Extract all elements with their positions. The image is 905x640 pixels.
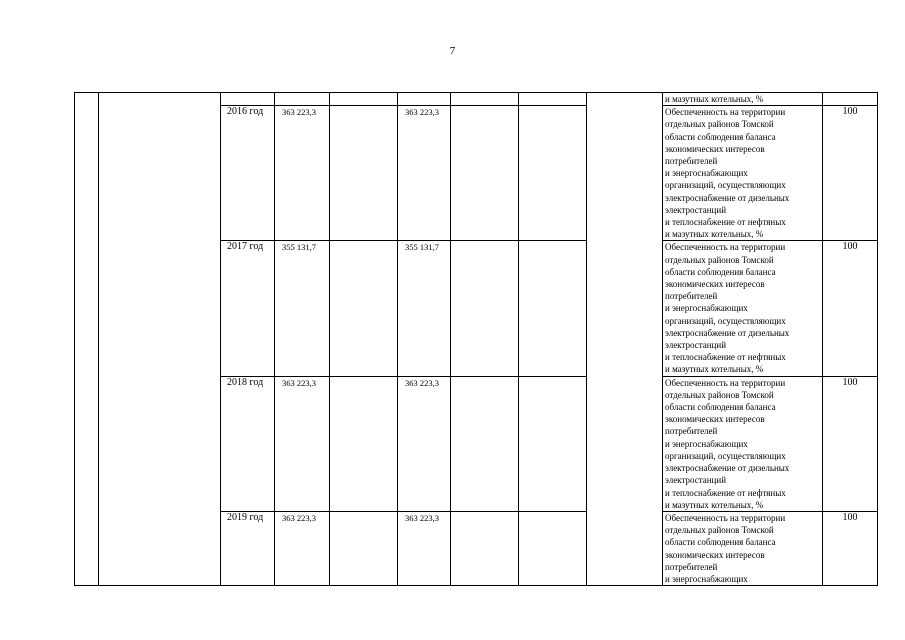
cell-empty <box>221 93 275 106</box>
cell-empty <box>330 511 398 585</box>
indicator-value-cell: 100 <box>823 106 878 241</box>
indicator-value-cell: 100 <box>823 241 878 376</box>
cell-empty <box>519 106 587 241</box>
cell-empty <box>451 241 519 376</box>
indicator-cell: и мазутных котельных, % <box>663 93 823 106</box>
total-cell: 363 223,3 <box>275 376 330 511</box>
cell-empty <box>330 376 398 511</box>
cell-number-col <box>75 93 99 586</box>
cell-empty <box>823 93 878 106</box>
cell-empty <box>451 376 519 511</box>
cell-empty <box>330 241 398 376</box>
budget-cell: 363 223,3 <box>398 106 451 241</box>
cell-empty <box>451 106 519 241</box>
cell-empty <box>451 93 519 106</box>
cell-empty <box>519 511 587 585</box>
program-table <box>74 92 878 586</box>
indicator-cell: Обеспеченность на территории отдельных районов Томской области соблюдения баланса экономических интересов потребителей и энергоснабжающих организаций, осуществляющих электроснабжение от дизельных электростанций и теплоснабжение от нефтяных и мазутных котельных, % <box>663 376 823 511</box>
table-row-continued <box>75 93 878 106</box>
indicator-value-cell: 100 <box>823 511 878 585</box>
total-cell: 363 223,3 <box>275 511 330 585</box>
cell-task-col <box>99 93 221 586</box>
cell-executor-col <box>587 93 663 586</box>
year-cell: 2016 год <box>221 106 275 241</box>
cell-empty <box>451 511 519 585</box>
page-number: 7 <box>449 45 456 57</box>
cell-empty <box>330 106 398 241</box>
year-cell: 2019 год <box>221 511 275 585</box>
cell-empty <box>330 93 398 106</box>
cell-empty <box>519 93 587 106</box>
indicator-cell: Обеспеченность на территории отдельных районов Томской области соблюдения баланса экономических интересов потребителей и энергоснабжающих <box>663 511 823 585</box>
year-cell: 2018 год <box>221 376 275 511</box>
year-cell: 2017 год <box>221 241 275 376</box>
total-cell: 363 223,3 <box>275 106 330 241</box>
total-cell: 355 131,7 <box>275 241 330 376</box>
budget-cell: 363 223,3 <box>398 376 451 511</box>
cell-empty <box>519 376 587 511</box>
cell-empty <box>519 241 587 376</box>
budget-cell: 355 131,7 <box>398 241 451 376</box>
cell-empty <box>398 93 451 106</box>
cell-empty <box>275 93 330 106</box>
budget-cell: 363 223,3 <box>398 511 451 585</box>
indicator-cell: Обеспеченность на территории отдельных районов Томской области соблюдения баланса экономических интересов потребителей и энергоснабжающих организаций, осуществляющих электроснабжение от дизельных электростанций и теплоснабжение от нефтяных и мазутных котельных, % <box>663 241 823 376</box>
indicator-cell: Обеспеченность на территории отдельных районов Томской области соблюдения баланса экономических интересов потребителей и энергоснабжающих организаций, осуществляющих электроснабжение от дизельных электростанций и теплоснабжение от нефтяных и мазутных котельных, % <box>663 106 823 241</box>
indicator-value-cell: 100 <box>823 376 878 511</box>
